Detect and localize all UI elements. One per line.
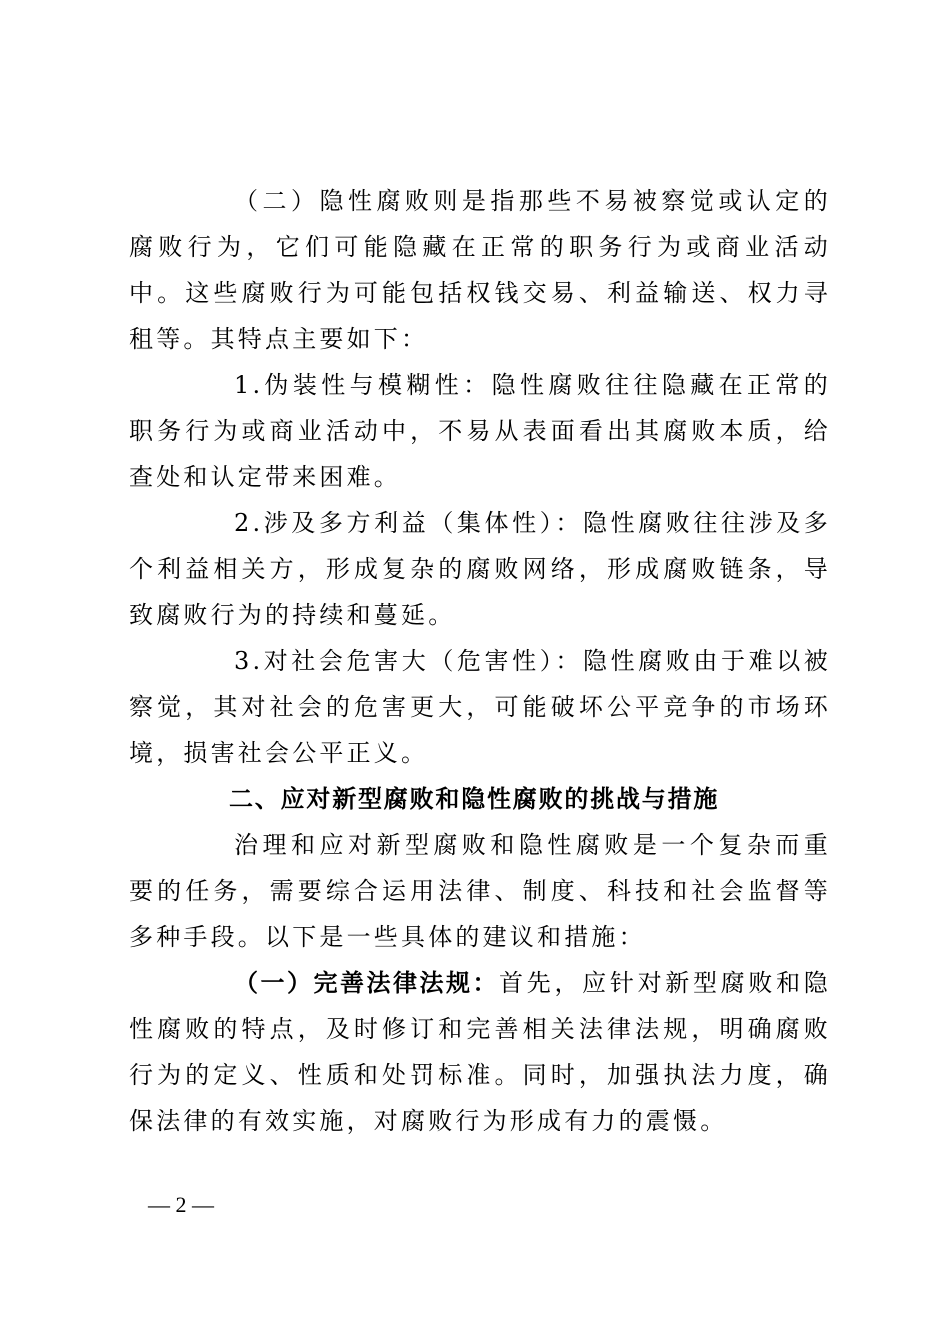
paragraph-point-3 (129, 638, 831, 776)
document-body (129, 178, 831, 1144)
paragraph-hidden-corruption-definition (129, 178, 831, 362)
page-number: — 2 — (148, 1192, 214, 1217)
paragraph-intro (129, 822, 831, 960)
paragraph-lead: （二） (234, 187, 320, 215)
paragraph-text: 1.伪装性与模糊性：隐性腐败往往隐藏在正常的职务行为或商业活动中，不易从表面看出其腐败本质，给查处和认定带来困难。 (129, 371, 831, 491)
paragraph-lead: （一）完善法律法规： (234, 969, 500, 997)
paragraph-text: 隐性腐败则是指那些不易被察觉或认定的腐败行为，它们可能隐藏在正常的职务行为或商业活动中。这些腐败行为可能包括权钱交易、利益输送、权力寻租等。其特点主要如下： (129, 187, 831, 353)
paragraph-point-2 (129, 500, 831, 638)
section-heading: 二、应对新型腐败和隐性腐败的挑战与措施 (229, 785, 720, 813)
paragraph-text: 2.涉及多方利益（集体性）：隐性腐败往往涉及多个利益相关方，形成复杂的腐败网络，形成腐败链条，导致腐败行为的持续和蔓延。 (129, 509, 831, 629)
paragraph-measure-1 (129, 960, 831, 1144)
paragraph-text: 3.对社会危害大（危害性）：隐性腐败由于难以被察觉，其对社会的危害更大，可能破坏公平竞争的市场环境，损害社会公平正义。 (129, 647, 831, 767)
paragraph-text: 首先，应针对新型腐败和隐性腐败的特点，及时修订和完善相关法律法规，明确腐败行为的定义、性质和处罚标准。同时，加强执法力度，确保法律的有效实施，对腐败行为形成有力的震慑。 (129, 969, 831, 1135)
paragraph-point-1 (129, 362, 831, 500)
paragraph-text: 治理和应对新型腐败和隐性腐败是一个复杂而重要的任务，需要综合运用法律、制度、科技和社会监督等多种手段。以下是一些具体的建议和措施： (129, 831, 831, 951)
